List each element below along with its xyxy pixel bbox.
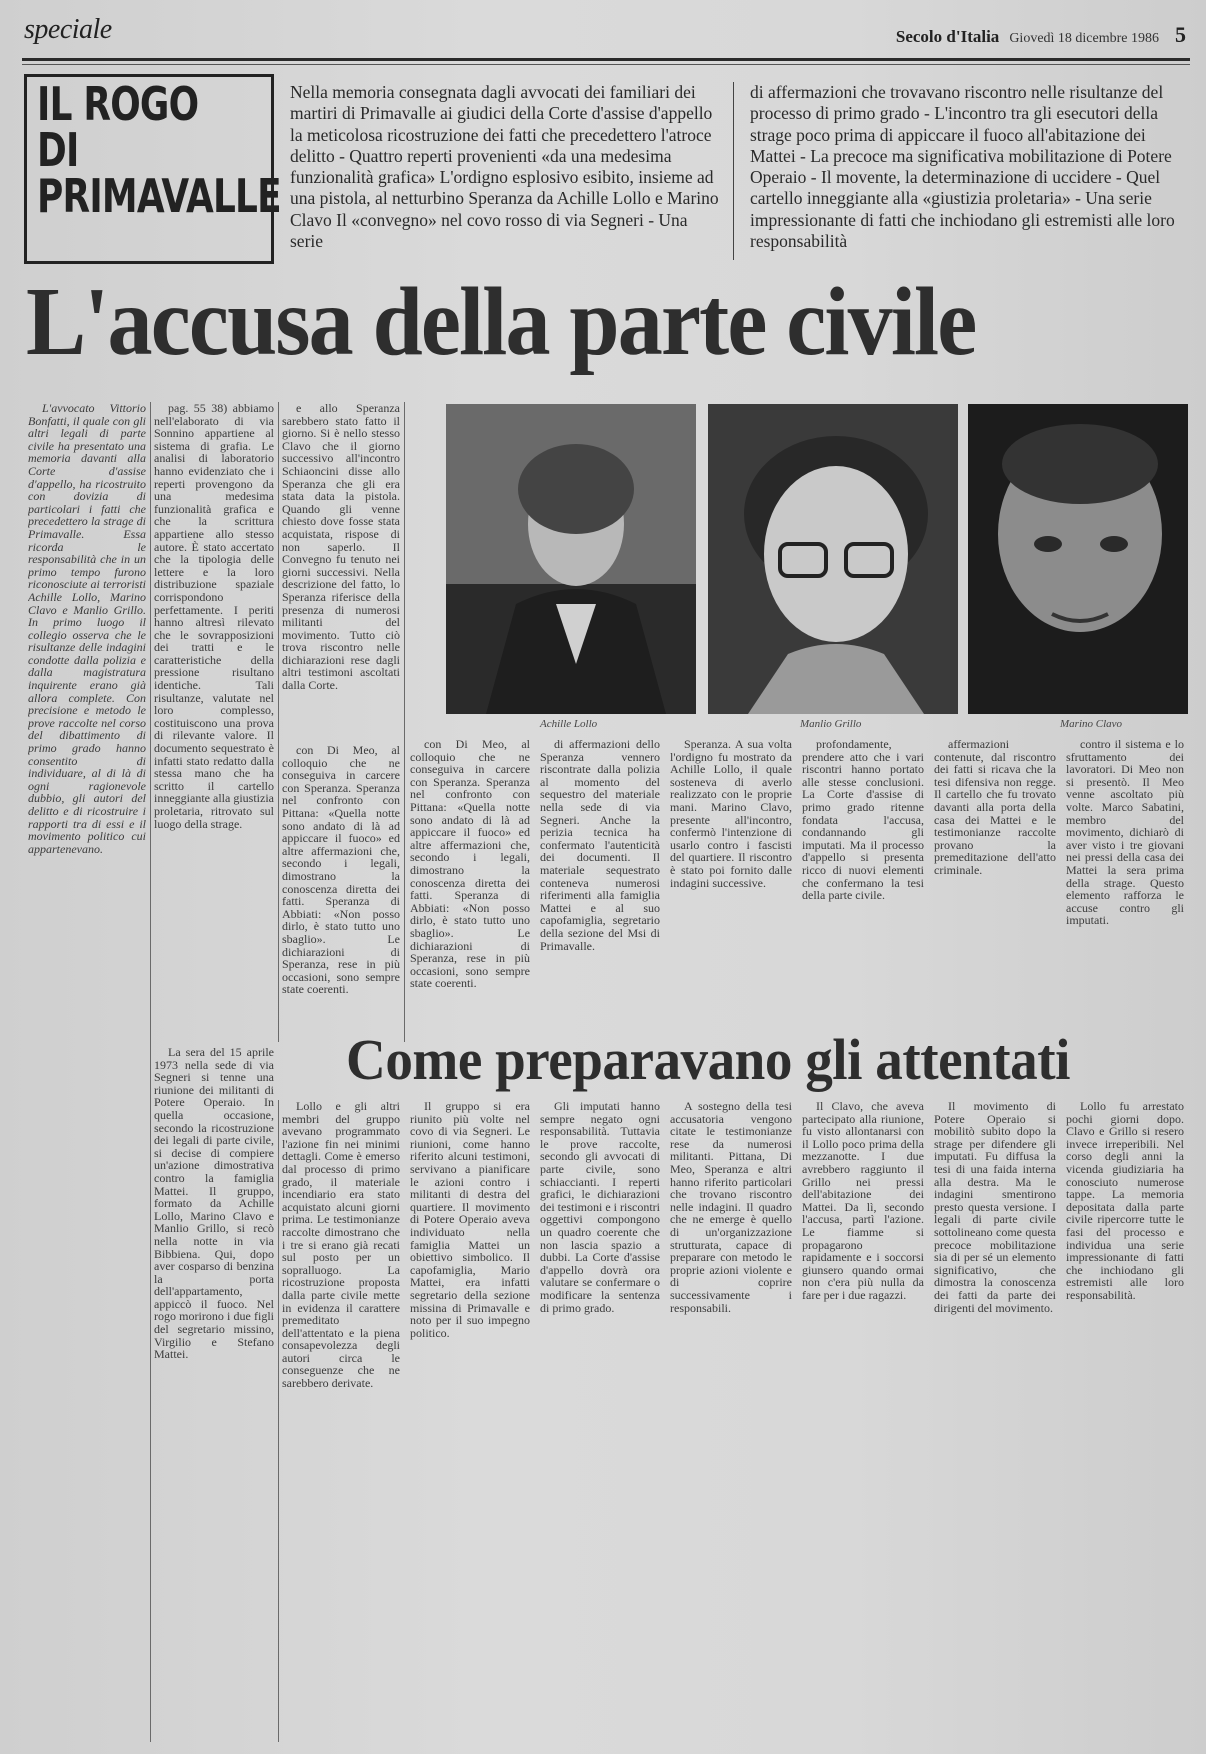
column-text: Lollo e gli altri membri del gruppo avevano programmato l'azione fin nei minimi dettagli. Come è emerso dal processo di primo grado, il materiale incendiario era stato acquistato alcuni giorni prima. Le testimonianze raccolte dimostrano che i tre si erano già recati sul posto per un sopralluogo. La ricostruzione proposta dalla parte civile mette in evidenza il carattere premeditato dell'attentato e la piena consapevolezza degli autori circa le conseguenze che ne sarebbero derivate.: [282, 1100, 400, 1391]
section-label: speciale: [24, 14, 112, 45]
column-text: profondamente, prendere atto che i vari riscontri hanno portato alle stesse conclusioni. La Corte d'assise di primo grado ritenne fondata l'accusa, condannando gli imputati. Ma il processo d'appello si presenta ricco di nuovi elementi che confermano la tesi della parte civile.: [802, 738, 924, 903]
kicker-line-2: DI: [37, 123, 79, 177]
column-text: La sera del 15 aprile 1973 nella sede di via Segneri si tenne una riunione dei militanti di Potere Operaio. In quella occasione, secondo la ricostruzione dei legali di parte civile, si decise di compiere un'azione dimostrativa contro la famiglia Mattei. Il gruppo, formato da Achille Lollo, Marino Clavo e Manlio Grillo, si recò nella notte in via Bibbiena. Qui, dopo aver cosparso di benzina la porta dell'appartamento, appiccò il fuoco. Nel rogo morirono i due figli del segretario missino, Virgilio e Stefano Mattei.: [154, 1046, 274, 1362]
column-rule: [278, 402, 279, 1042]
text-column-2: [154, 402, 274, 1042]
column-text: Il gruppo si era riunito più volte nel covo di via Segneri. Le riunioni, come hanno riferito alcuni testimoni, servivano a pianificare le azioni contro i militanti di destra del quartiere. Il movimento di Potere Operaio aveva individuato nella famiglia Mattei un obiettivo simbolico. Il capofamiglia, Mario Mattei, era infatti segretario della sezione missina di Primavalle e noto per il suo impegno politico.: [410, 1100, 530, 1340]
sub-headline: Come preparavano gli attentati: [346, 1027, 1070, 1092]
lower-column-4: [540, 1100, 660, 1742]
column-text: Speranza. A sua volta l'ordigno fu mostrato da Achille Lollo, il quale sosteneva di averlo realizzato con le proprie mani. Marino Clavo, presente all'incontro, confermò l'intenzione di usarlo contro i fascisti del quartiere. Il riscontro è stato poi fornito dalle indagini successive.: [670, 738, 792, 890]
column-text: L'avvocato Vittorio Bonfatti, il quale con gli altri legali di parte civile ha presentato una memoria davanti alla Corte d'assise d'appello, ha ricostruito con dovizia di particolari i fatti che precedettero la strage di Primavalle. Essa ricorda le responsabilità che in un primo tempo furono riconosciute ai terroristi Achille Lollo, Marino Clavo e Manlio Grillo. In primo luogo il collegio osserva che le risultanze delle indagini condotte dalla polizia e dalla magistratura inquirente erano già allora complete. Con precisione e metodo le prove raccolte nel corso del dibattimento di primo grado hanno consentito di individuare, al di là di ogni ragionevole dubbio, gli autori del delitto e di ricostruire i rapporti tra di essi e il movimento politico cui appartenevano.: [28, 402, 146, 856]
column-text: A sostegno della tesi accusatoria vengono citate le testimonianze rese da numerosi militanti. Pittana, Di Meo, Speranza e altri hanno riferito particolari che trovano riscontro nelle indagini. Il quadro che ne emerge è quello di un'organizzazione strutturata, capace di preparare con metodo le proprie azioni violente e di coprire successivamente i responsabili.: [670, 1100, 792, 1315]
column-text: Il movimento di Potere Operaio si mobilitò subito dopo la strage per difendere gli imputati. Fu diffusa la tesi di una faida interna alla destra. Ma le indagini smentirono presto questa versione. I legali di parte civile sottolineano come questa precoce mobilitazione sia di per sé un elemento significativo, che dimostra la conoscenza dei fatti da parte dei dirigenti del movimento.: [934, 1100, 1056, 1315]
kicker-line-1: IL ROGO: [37, 77, 199, 131]
caption-photo-2: Manlio Grillo: [800, 718, 862, 730]
lower-column-7: [934, 1100, 1056, 1742]
column-text: Il Clavo, che aveva partecipato alla riunione, fu visto allontanarsi con il Lollo poco prima della mezzanotte. I due avrebbero raggiunto il Grillo nei pressi dell'abitazione dei Mattei. Da lì, secondo l'accusa, partì l'azione. Le fiamme si propagarono rapidamente e i soccorsi giunsero quando ormai non c'era più nulla da fare per i due ragazzi.: [802, 1100, 924, 1302]
summary-col-1: Nella memoria consegnata dagli avvocati dei familiari dei martiri di Primavalle ai giudici della Corte d'assise d'appello la meticolosa ricostruzione dei fatti che precedettero l'atroce delitto - Quattro reperti provenienti «da una medesima funzionalità grafica» L'ordigno esplosivo esibito, insieme ad una pistola, al netturbino Speranza da Achille Lollo e Marino Clavo Il «convegno» nel covo rosso di via Segneri - Una serie: [290, 82, 719, 252]
lower-column-8: [1066, 1100, 1184, 1742]
text-column-9: [1066, 738, 1184, 1014]
photo-clavo: [968, 404, 1188, 714]
photo-grillo: [708, 404, 958, 714]
lower-column-6: [802, 1100, 924, 1742]
header-rule-thin: [22, 64, 1190, 65]
caption-photo-3: Marino Clavo: [1060, 718, 1123, 730]
caption-photo-1: Achille Lollo: [540, 718, 598, 730]
column-text: contro il sistema e lo sfruttamento dei lavoratori. Di Meo non si presentò. Il Meo venne ascoltato più volte. Marco Sabatini, membro del movimento, dichiarò di aver visto i tre giovani nei pressi della casa dei Mattei la sera prima della strage. Questo elemento rafforza le accuse contro gli imputati.: [1066, 738, 1184, 928]
text-column-4: [410, 738, 530, 1014]
summary-divider: [733, 82, 734, 260]
lower-column-5: [670, 1100, 792, 1742]
header-rule: [22, 58, 1190, 61]
column-rule: [278, 1100, 279, 1742]
lower-column-2: [282, 1100, 400, 1742]
summary-col-2: di affermazioni che trovavano riscontro nelle risultanze del processo di primo grado - L'incontro tra gli esecutori della strage poco prima di appiccare il fuoco all'abitazione dei Mattei - La precoce ma significativa mobilitazione di Potere Operaio - Il movente, la determinazione di uccidere - Quel cartello inneggiante alla «giustizia proletaria» - Una serie impressionante di fatti che inchiodano gli estremisti alle loro responsabilità: [750, 82, 1175, 252]
masthead: [896, 22, 1186, 48]
kicker-box: [24, 74, 281, 264]
publication-name: Secolo d'Italia: [895, 27, 1000, 46]
column-text: Gli imputati hanno sempre negato ogni responsabilità. Tuttavia le prove raccolte, secondo gli avvocati di parte civile, sono schiaccianti. I reperti grafici, le dichiarazioni dei testimoni e i riscontri oggettivi compongono un quadro coerente che non lascia spazio a dubbi. La Corte d'assise d'appello dovrà ora valutare se confermare o modificare la sentenza di primo grado.: [540, 1100, 660, 1315]
column-text: di affermazioni dello Speranza vennero riscontrate dalla polizia al momento del sequestro del materiale nella sede di via Segneri. Anche la perizia tecnica ha confermato l'autenticità dei documenti. Il materiale sequestrato conteneva numerosi riferimenti alla famiglia Mattei e al suo capofamiglia, segretario della sezione del Msi di Primavalle.: [540, 738, 660, 953]
text-column-8: [934, 738, 1056, 1014]
column-rule: [150, 402, 151, 1742]
column-rule: [404, 402, 405, 1042]
column-text: con Di Meo, al colloquio che ne conseguiva in carcere con Speranza. Speranza nel confronto con Pittana: «Quella notte sono andato di là ad appiccare il fuoco» ed altre affermazioni che, secondo i legali, dimostrano la conoscenza diretta dei fatti. Speranza di Abbiati: «Non posso dirlo, è stato tutto uno sbaglio». Le dichiarazioni di Speranza, rese in più occasioni, sono sempre state coerenti.: [410, 738, 530, 991]
photo-lollo: [446, 404, 696, 714]
text-column-3b: [282, 744, 400, 1014]
column-text: Lollo fu arrestato pochi giorni dopo. Clavo e Grillo si resero invece irreperibili. Nel corso degli anni la vicenda giudiziaria ha conosciuto numerose tappe. La memoria depositata dalla parte civile ripercorre tutte le fasi del processo e individua una serie impressionante di fatti che inchiodano gli estremisti alle loro responsabilità.: [1066, 1100, 1184, 1302]
text-column-3: [282, 402, 400, 742]
column-text: e allo Speranza sarebbero stato fatto il giorno. Si è nello stesso Clavo che il giorno successivo all'incontro Schiaoncini disse allo Speranza che gli era stata data la pistola. Quando gli venne chiesto dove fosse stata acquistata, rispose di non saperlo. Il Convegno fu tenuto nei giorni successivi. Nella descrizione del fatto, lo Speranza riferisce della presenza di numerosi militanti del movimento. Tutto ciò trova riscontro nelle dichiarazioni rese dagli altri testimoni ascoltati dalla Corte.: [282, 402, 400, 693]
main-headline: L'accusa della parte civile: [26, 268, 976, 376]
lower-column-1: [154, 1046, 274, 1742]
page-number: 5: [1175, 22, 1186, 47]
column-text: affermazioni contenute, dal riscontro dei fatti si ricava che la tesi difensiva non regge. Il cartello che fu trovato davanti alla porta della casa dei Mattei e le testimonianze raccolte provano la premeditazione dell'atto criminale.: [934, 738, 1056, 877]
lower-column-3: [410, 1100, 530, 1742]
text-column-5: [540, 738, 660, 1014]
kicker-line-3: PRIMAVALLE: [37, 169, 281, 223]
text-column-1: [28, 402, 146, 1742]
issue-date: Giovedì 18 dicembre 1986: [1009, 31, 1159, 46]
text-column-7: [802, 738, 924, 1014]
column-text: pag. 55 38) abbiamo nell'elaborato di via Sonnino appartiene al sistema di grafia. Le analisi di laboratorio hanno evidenziato che i reperti provengono da una medesima funzionalità grafica e che la scrittura appartiene allo stesso autore. È stato accertato che la tipologia delle lettere e la loro distribuzione spaziale corrispondono perfettamente. I periti hanno altresì rilevato che le sovrapposizioni dei tratti e le caratteristiche della pressione risultano identiche. Tali risultanze, valutate nel loro complesso, costituiscono una prova di rilevante valore. Il documento sequestrato è infatti stato redatto dalla stessa mano che ha scritto il cartello inneggiante alla giustizia proletaria, ritrovato sul luogo della strage.: [154, 402, 274, 831]
text-column-6: [670, 738, 792, 1014]
column-text: con Di Meo, al colloquio che ne conseguiva in carcere con Speranza. Speranza nel confronto con Pittana: «Quella notte sono andato di là ad appiccare il fuoco» ed altre affermazioni che, secondo i legali, dimostrano la conoscenza diretta dei fatti. Speranza di Abbiati: «Non posso dirlo, è stato tutto uno sbaglio». Le dichiarazioni di Speranza, rese in più occasioni, sono sempre state coerenti.: [282, 744, 400, 997]
